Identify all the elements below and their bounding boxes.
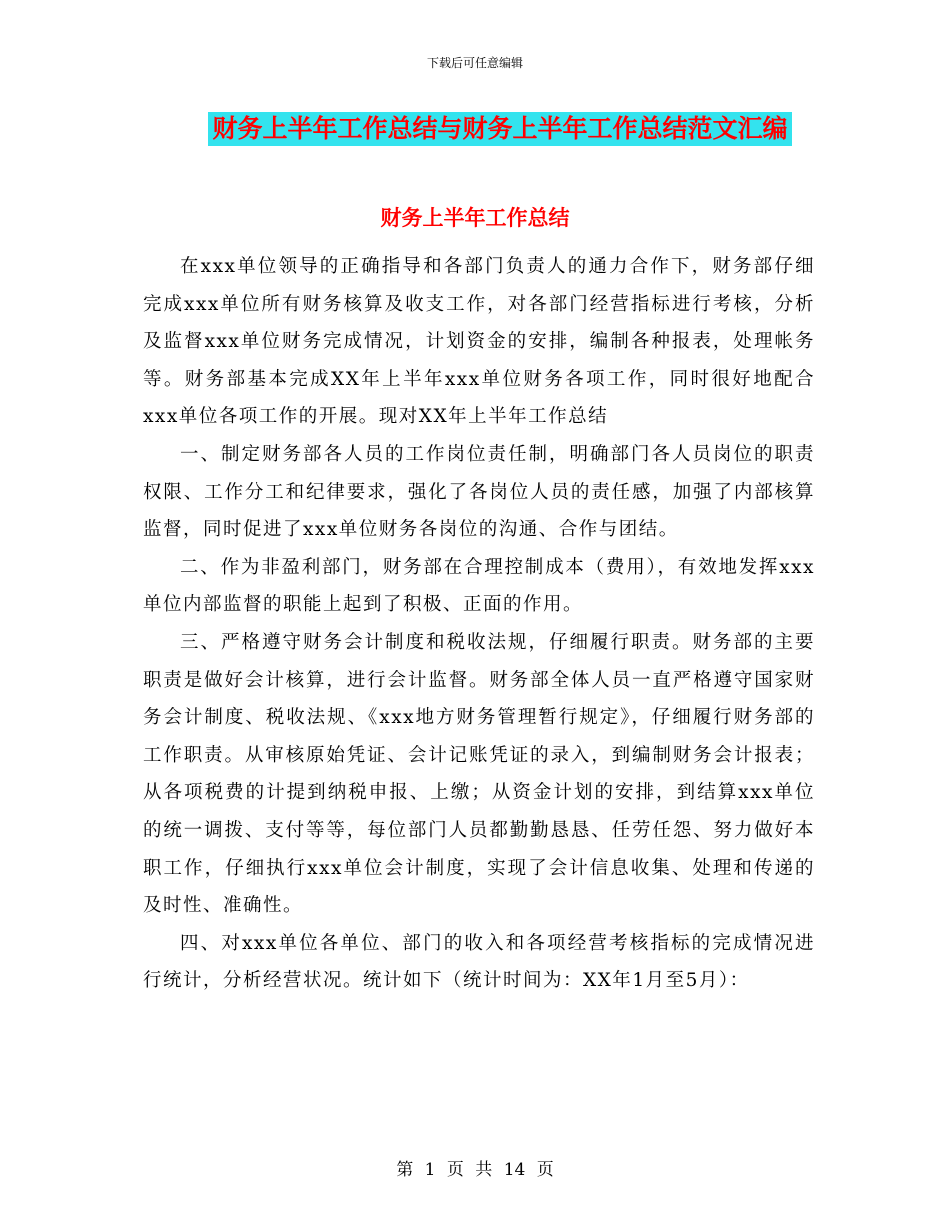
page-number-footer: 第 1 页 共 14 页: [396, 1160, 554, 1180]
document-body: [143, 248, 815, 1000]
main-title: [0, 112, 950, 146]
header-note: 下载后可任意编辑: [426, 56, 523, 70]
paragraph-item-4: 四、对xxx单位各单位、部门的收入和各项经营考核指标的完成情况进行统计，分析经营状况。统计如下（统计时间为：XX年1月至5月）：: [143, 932, 815, 992]
paragraph-item-1: 一、制定财务部各人员的工作岗位责任制，明确部门各人员岗位的职责权限、工作分工和纪律要求，强化了各岗位人员的责任感，加强了内部核算监督，同时促进了xxx单位财务各岗位的沟通、合作与团结。: [143, 443, 815, 541]
paragraph-item-3: 三、严格遵守财务会计制度和税收法规，仔细履行职责。财务部的主要职责是做好会计核算，进行会计监督。财务部全体人员一直严格遵守国家财务会计制度、税收法规、《xxx地方财务管理暂行规定》，仔细履行财务部的工作职责。从审核原始凭证、会计记账凭证的录入，到编制财务会计报表；从各项税费的计提到纳税申报、上缴；从资金计划的安排，到结算xxx单位的统一调拨、支付等等，每位部门人员都勤勤恳恳、任劳任怨、努力做好本职工作，仔细执行xxx单位会计制度，实现了会计信息收集、处理和传递的及时性、准确性。: [143, 631, 815, 917]
main-title-text: 财务上半年工作总结与财务上半年工作总结范文汇编: [208, 112, 791, 146]
paragraph-intro: 在xxx单位领导的正确指导和各部门负责人的通力合作下，财务部仔细完成xxx单位所有财务核算及收支工作，对各部门经营指标进行考核，分析及监督xxx单位财务完成情况，计划资金的安排，编制各种报表，处理帐务等。财务部基本完成XX年上半年xxx单位财务各项工作，同时很好地配合xxx单位各项工作的开展。现对XX年上半年工作总结: [143, 256, 815, 428]
sub-title: 财务上半年工作总结: [380, 206, 570, 230]
paragraph-item-2: 二、作为非盈利部门，财务部在合理控制成本（费用），有效地发挥xxx单位内部监督的职能上起到了积极、正面的作用。: [143, 556, 815, 616]
